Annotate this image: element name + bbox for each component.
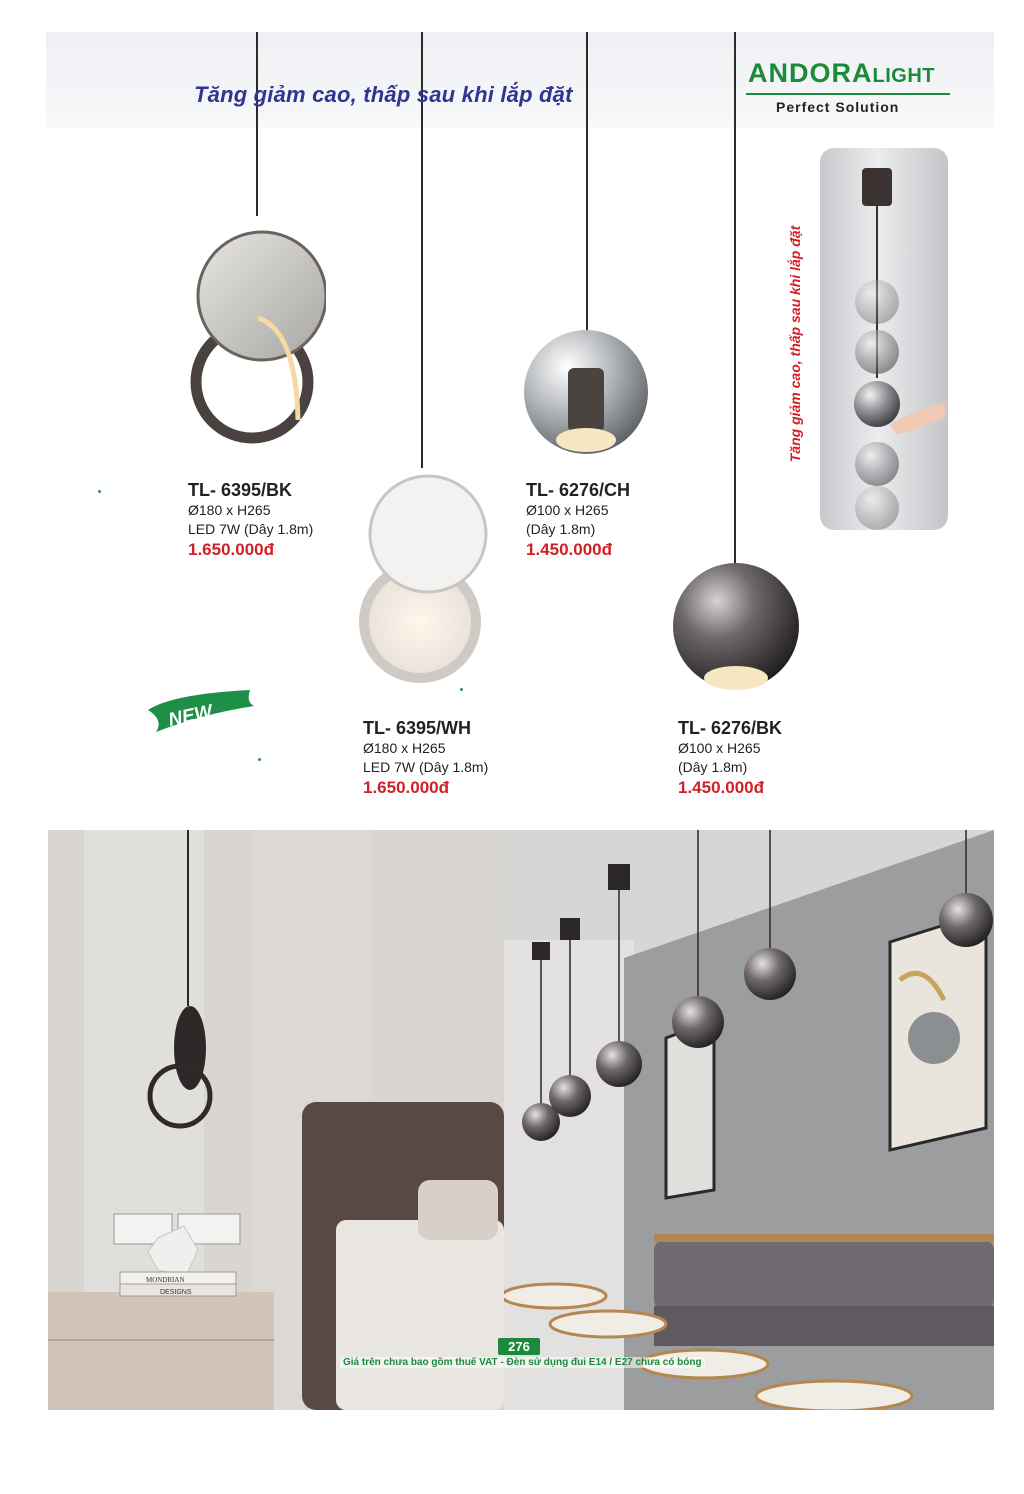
headline: Tăng giảm cao, thấp sau khi lắp đặt <box>194 82 573 107</box>
cafe-photo <box>504 830 994 1410</box>
bedroom-pillow <box>418 1180 498 1240</box>
cafe-table <box>756 1381 912 1410</box>
product-price: 1.450.000đ <box>678 778 765 797</box>
cafe-pendant-ball <box>744 948 796 1000</box>
cafe-canopy <box>608 864 630 890</box>
lamp-wh-disc <box>370 476 486 592</box>
cafe-pendant-ball <box>596 1041 642 1087</box>
product-code: TL- 6276/CH <box>526 480 631 500</box>
brand-wordmark <box>748 58 935 89</box>
product-tl-6395-bk <box>188 480 313 561</box>
product-code: TL- 6276/BK <box>678 718 783 738</box>
product-price: 1.450.000đ <box>526 540 613 559</box>
pendant-cord-6395bk <box>256 32 258 216</box>
cafe-pendant-ball <box>549 1075 591 1117</box>
brand-name: ANDORA <box>748 58 873 88</box>
inset-ball-ghost-4 <box>855 486 899 530</box>
product-size: Ø180 x H265 <box>188 502 271 518</box>
cafe-pendant-ball <box>939 893 993 947</box>
inset-caption <box>785 194 805 494</box>
inset-ball-ghost-1 <box>855 280 899 324</box>
catalog-sheet <box>46 32 994 1410</box>
print-speck <box>258 758 261 761</box>
product-spec: (Dây 1.8m) <box>526 521 596 537</box>
new-badge-label: NEW <box>166 701 215 731</box>
lamp-ch-lens <box>556 428 616 452</box>
product-price: 1.650.000đ <box>363 778 450 797</box>
price-footnote: Giá trên chưa bao gồm thuế VAT - Đèn sử dụng đui E14 / E27 chưa có bóng <box>340 1357 705 1368</box>
bedroom-photo <box>48 830 504 1410</box>
product-spec: LED 7W (Dây 1.8m) <box>188 521 314 537</box>
height-adjust-illustration <box>820 148 948 530</box>
cafe-canopy <box>560 918 580 940</box>
page-number: 276 <box>498 1338 540 1355</box>
lamp-tl-6276-bk-image <box>670 562 802 696</box>
brand-suffix: LIGHT <box>872 65 935 87</box>
cafe-bench-back <box>654 1240 994 1310</box>
inset-ball-ghost-3 <box>855 442 899 486</box>
product-tl-6395-wh <box>363 718 488 799</box>
cafe-bench-seat <box>654 1306 994 1346</box>
lamp-bk-disc <box>198 232 326 360</box>
cafe-canopy <box>532 942 550 960</box>
bedroom-book-title: DESIGNS <box>160 1289 192 1296</box>
product-size: Ø100 x H265 <box>678 740 761 756</box>
product-tl-6276-ch <box>526 480 630 561</box>
inset-ball <box>854 381 900 427</box>
brand-logo <box>742 58 952 118</box>
product-size: Ø100 x H265 <box>526 502 609 518</box>
brand-rule <box>746 93 950 95</box>
lamp-tl-6276-ch-image <box>520 328 652 464</box>
product-code: TL- 6395/BK <box>188 480 293 500</box>
cafe-table <box>550 1311 666 1337</box>
cafe-artwork-shape <box>908 1012 960 1064</box>
lamp-ch-socket <box>568 368 604 432</box>
lamp-6276bk-lens <box>704 666 768 690</box>
cafe-pendant-ball <box>672 996 724 1048</box>
print-speck <box>460 688 463 691</box>
lamp-tl-6395-bk-image <box>186 210 326 472</box>
product-tl-6276-bk <box>678 718 782 799</box>
print-speck <box>98 490 101 493</box>
inset-caption-text: Tăng giảm cao, thấp sau khi lắp đặt <box>787 225 803 463</box>
product-spec: LED 7W (Dây 1.8m) <box>363 759 489 775</box>
bedroom-book-title: MONDRIAN <box>146 1276 185 1284</box>
product-code: TL- 6395/WH <box>363 718 472 738</box>
product-price: 1.650.000đ <box>188 540 275 559</box>
product-spec: (Dây 1.8m) <box>678 759 748 775</box>
bedroom-bed <box>336 1220 504 1410</box>
cafe-table <box>504 1284 606 1308</box>
inset-canopy <box>862 168 892 206</box>
brand-tagline: Perfect Solution <box>776 99 900 115</box>
cafe-bench-frame <box>654 1234 994 1242</box>
product-size: Ø180 x H265 <box>363 740 446 756</box>
lamp-tl-6395-wh-image <box>358 462 490 694</box>
pendant-cord-6276ch <box>586 32 588 334</box>
height-adjust-inset <box>820 148 948 530</box>
bedroom-nightstand <box>48 1292 274 1410</box>
inset-ball-ghost-2 <box>855 330 899 374</box>
new-badge <box>142 684 258 738</box>
pendant-cord-6276bk <box>734 32 736 566</box>
